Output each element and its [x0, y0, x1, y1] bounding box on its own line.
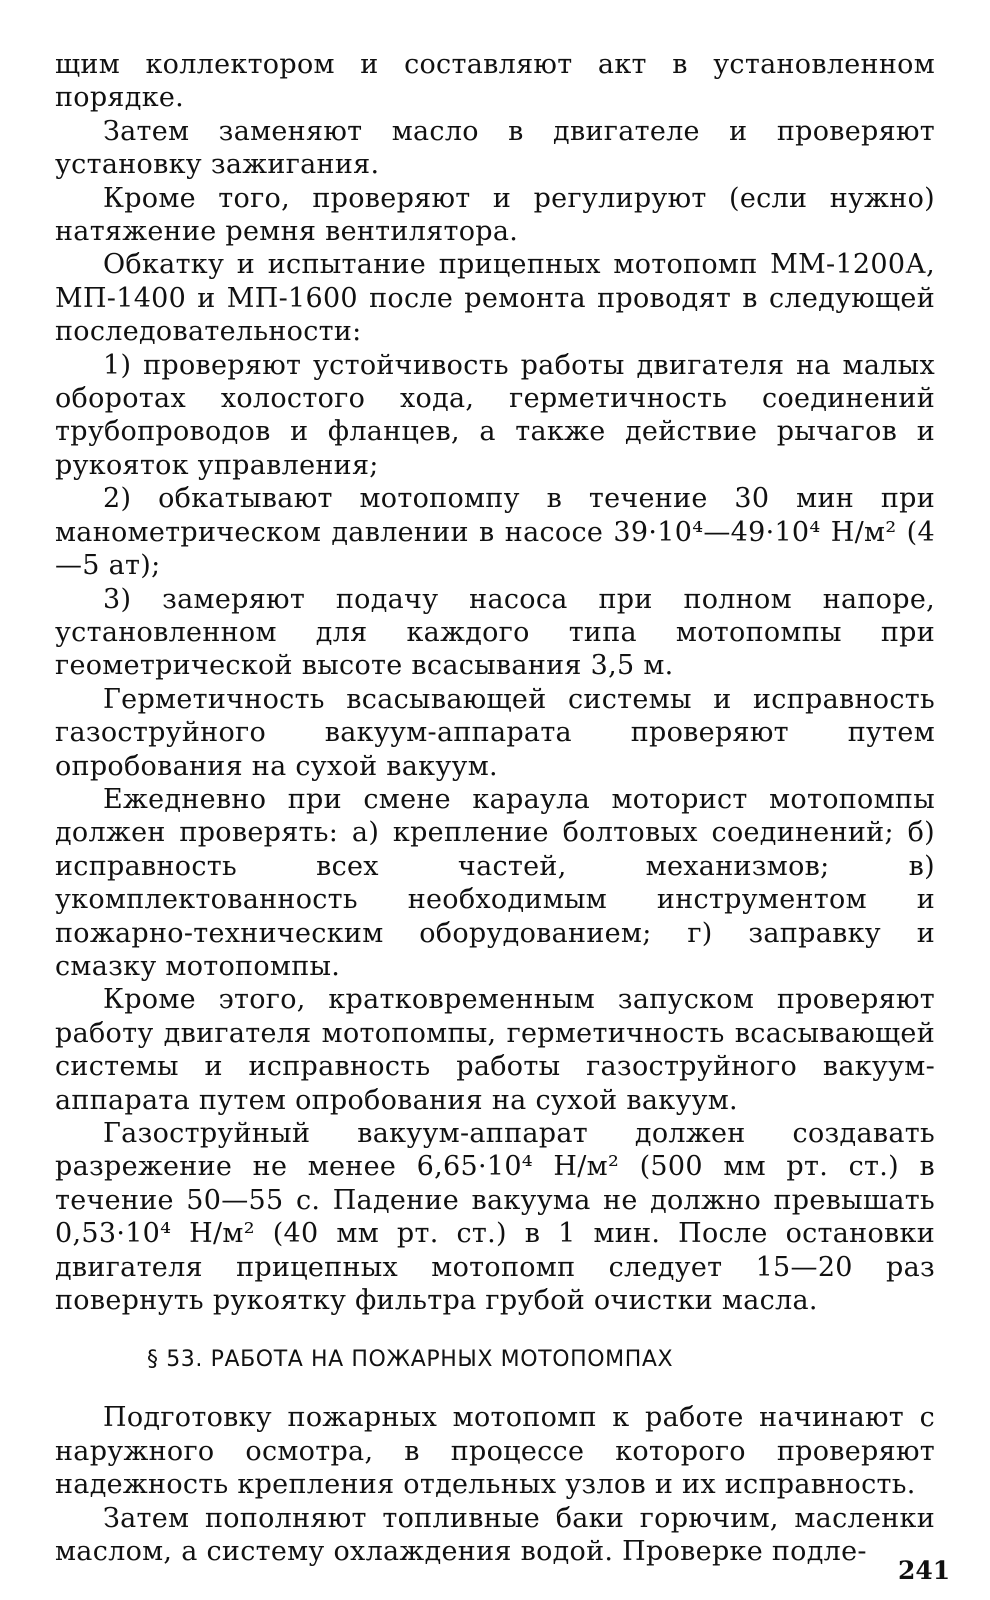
paragraph-refuel: Затем пополняют топливные баки горючим, масленки маслом, а систему охлаждения водой. Проверке подле- — [55, 1502, 935, 1568]
paragraph-fan-belt: Кроме того, проверяют и регулируют (если нужно) натяжение ремня вентилятора. — [55, 182, 935, 248]
book-page — [55, 48, 935, 1568]
page-number: 241 — [898, 1556, 951, 1585]
list-item-3: 3) замеряют подачу насоса при полном напоре, установленном для каждого типа мотопомпы при геометрической высоте всасывания 3,5 м. — [55, 583, 935, 682]
paragraph-sealing-check: Герметичность всасывающей системы и исправность газоструйного вакуум-аппарата проверяют путем опробования на сухой вакуум. — [55, 683, 935, 782]
paragraph-break-in-intro: Обкатку и испытание прицепных мотопомп ММ-1200А, МП-1400 и МП-1600 после ремонта проводят в следующей последовательности: — [55, 249, 935, 348]
list-item-2: 2) обкатывают мотопомпу в течение 30 мин при манометрическом давлении в насосе 39·10⁴—49·10⁴ Н/м² (4—5 ат); — [55, 483, 935, 582]
paragraph-oil-ignition: Затем заменяют масло в двигателе и проверяют установку зажигания. — [55, 115, 935, 181]
paragraph-vacuum-spec: Газоструйный вакуум-аппарат должен создавать разрежение не менее 6,65·10⁴ Н/м² (500 мм рт. ст.) в течение 50—55 с. Падение вакуума не должно превышать 0,53·10⁴ Н/м² (40 мм рт. ст.) в 1 мин. После остановки двигателя прицепных мотопомп следует 15—20 раз повернуть рукоятку фильтра грубой очистки масла. — [55, 1118, 935, 1317]
paragraph-short-start: Кроме этого, кратковременным запуском проверяют работу двигателя мотопомпы, герметичность всасывающей системы и исправность работы газоструйного вакуум-аппарата путем опробования на сухой вакуум. — [55, 984, 935, 1116]
paragraph-preparation: Подготовку пожарных мотопомп к работе начинают с наружного осмотра, в процессе которого проверяют надежность крепления отдельных узлов и их исправность. — [55, 1402, 935, 1501]
section-heading: § 53. РАБОТА НА ПОЖАРНЫХ МОТОПОМПАХ — [147, 1347, 674, 1373]
paragraph-continuation: щим коллектором и составляют акт в установленном порядке. — [55, 49, 935, 114]
paragraph-daily-check: Ежедневно при смене караула моторист мотопомпы должен проверять: а) крепление болтовых соединений; б) исправность всех частей, механизмов; в) укомплектованность необходимым инструментом и пожарно-техническим оборудованием; г) заправку и смазку мотопомпы. — [55, 783, 935, 982]
list-item-1: 1) проверяют устойчивость работы двигателя на малых оборотах холостого хода, герметичность соединений трубопроводов и фланцев, а также действие рычагов и рукояток управления; — [55, 349, 935, 481]
